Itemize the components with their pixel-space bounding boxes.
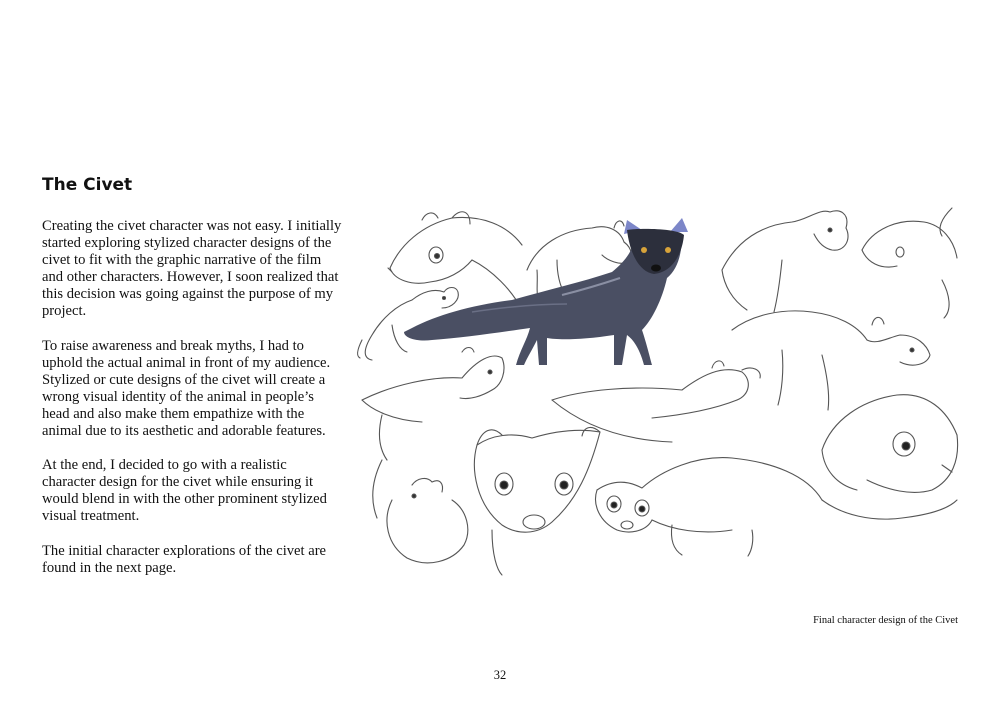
sketch-head-top-left — [388, 212, 522, 310]
paragraph: To raise awareness and break myths, I had to uphold the actual animal in front of my audience. Stylized or cute designs of the civet will create a wrong visual identity of the animal in people’s head and also make them empathize with the animal due to its aesthetic and adorable features. — [42, 337, 331, 440]
sketch-civet-middle-right — [552, 361, 760, 442]
body-text — [42, 218, 342, 594]
sketch-civet-bottom-walking — [596, 458, 957, 556]
section-title: The Civet — [42, 175, 133, 195]
sketch-head-big-right — [822, 395, 958, 493]
sketch-civet-bottom-left — [373, 460, 468, 563]
sketch-civet-middle-left — [362, 348, 504, 461]
paragraph: The initial character explorations of the civet are found in the next page. — [42, 542, 327, 576]
paragraph: Creating the civet character was not easy. I initially started exploring stylized character designs of the civet to fit with the graphic narrative of the film and other characters. However, I soon realized that this decision was going against the purpose of my project. — [42, 218, 342, 320]
sketch-civet-top-right — [722, 211, 848, 312]
figure-caption: Final character design of the Civet — [813, 615, 958, 626]
civet-sketch-illustration — [352, 200, 960, 585]
civet-final-design — [404, 218, 688, 365]
paragraph: At the end, I decided to go with a realistic character design for the civet while ensuring it would blend in with the other prominent stylized visual treatment. — [42, 457, 327, 525]
page-number: 32 — [493, 668, 507, 682]
sketch-head-bottom-center — [474, 427, 600, 575]
sketch-head-far-right — [862, 208, 957, 318]
